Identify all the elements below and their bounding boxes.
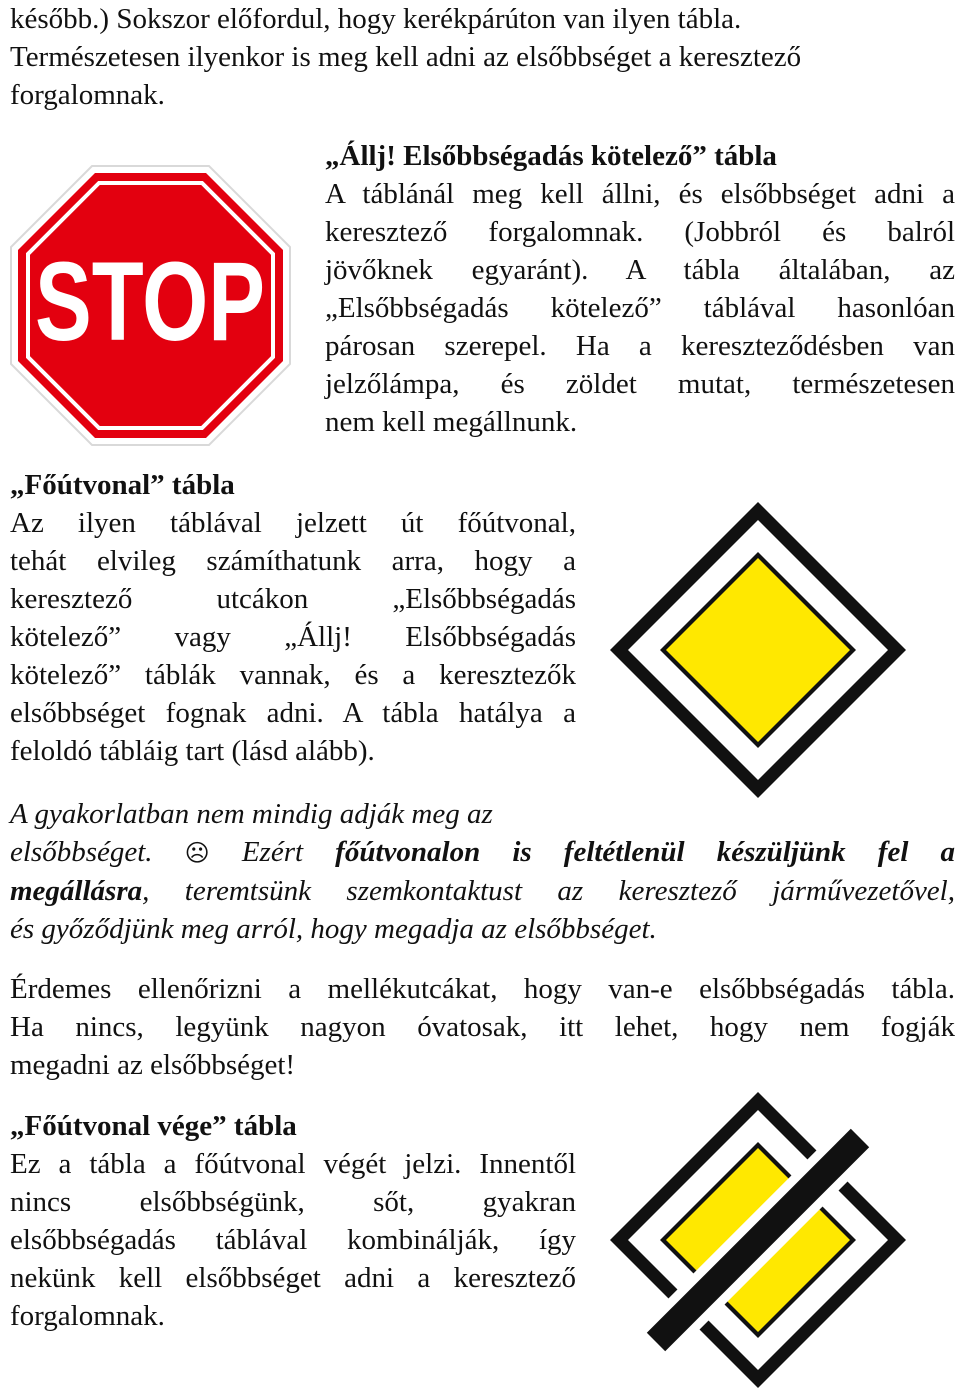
end-road-line: elsőbbségadás táblával kombinálják, így <box>10 1224 576 1256</box>
intro-line-1: később.) Sokszor előfordul, hogy kerékpárúton van ilyen tábla. <box>10 3 742 35</box>
stop-section-title: „Állj! Elsőbbségadás kötelező” tábla <box>325 140 777 172</box>
warning-text: , teremtsünk szemkontaktust az keresztező járművezetővel, <box>142 875 955 907</box>
warning-paragraph <box>10 795 955 948</box>
warning-line-3 <box>10 872 955 910</box>
end-road-line: Ez a tábla a főútvonal végét jelzi. Innentől <box>10 1148 576 1180</box>
stop-sign-icon <box>8 163 293 448</box>
stop-section-line: „Elsőbbségadás kötelező” táblával hasonlóan <box>325 292 955 324</box>
stop-section-line: nem kell megállnunk. <box>325 406 578 438</box>
end-road-line: nekünk kell elsőbbséget adni a keresztező <box>10 1262 576 1294</box>
end-road-line: nincs elsőbbségünk, sőt, gyakran <box>10 1186 576 1218</box>
intro-line-2: Természetesen ilyenkor is meg kell adni az elsőbbséget a keresztező <box>10 41 802 73</box>
warning-text: Ezért <box>209 836 336 868</box>
stop-section <box>325 137 955 441</box>
intro-line-3: forgalomnak. <box>10 79 165 111</box>
stop-sign-text: STOP <box>35 239 265 364</box>
check-paragraph <box>10 970 955 1084</box>
main-road-line: kötelező” vagy „Állj! Elsőbbségadás <box>10 621 576 653</box>
main-road-line: keresztező utcákon „Elsőbbségadás <box>10 583 576 615</box>
warning-line-1: A gyakorlatban nem mindig adják meg az <box>10 798 493 830</box>
end-of-priority-road-sign-icon <box>608 1090 908 1390</box>
priority-road-sign-icon <box>608 500 908 800</box>
check-line: megadni az elsőbbséget! <box>10 1049 296 1081</box>
main-road-line: elsőbbséget fognak adni. A tábla hatálya a <box>10 697 576 729</box>
warning-emphasis: megállásra <box>10 875 143 907</box>
warning-text: elsőbbséget. <box>10 836 185 868</box>
stop-section-line: jövőknek egyaránt). A tábla általában, az <box>325 254 955 286</box>
stop-section-line: párosan szerepel. Ha a kereszteződésben van <box>325 330 955 362</box>
warning-line-2 <box>10 833 955 872</box>
end-road-line: forgalomnak. <box>10 1300 165 1332</box>
sad-face-icon: ☹ <box>184 839 210 867</box>
stop-section-line: A táblánál meg kell állni, és elsőbbséget adni a <box>325 178 955 210</box>
stop-section-line: keresztező forgalomnak. (Jobbról és balról <box>325 216 955 248</box>
main-road-line: feloldó tábláig tart (lásd alább). <box>10 735 375 767</box>
stop-section-line: jelzőlámpa, és zöldet mutat, természetesen <box>325 368 955 400</box>
main-road-title: „Főútvonal” tábla <box>10 469 235 501</box>
end-road-title: „Főútvonal vége” tábla <box>10 1110 297 1142</box>
warning-emphasis: főútvonalon is feltétlenül készüljünk fel a <box>335 836 955 868</box>
main-road-section <box>10 466 576 770</box>
check-line: Ha nincs, legyünk nagyon óvatosak, itt lehet, hogy nem fogják <box>10 1011 955 1043</box>
check-line: Érdemes ellenőrizni a mellékutcákat, hogy van-e elsőbbségadás tábla. <box>10 973 955 1005</box>
main-road-line: tehát elvileg számíthatunk arra, hogy a <box>10 545 576 577</box>
warning-line-4: és győződjünk meg arról, hogy megadja az elsőbbséget. <box>10 913 657 945</box>
intro-paragraph <box>10 0 955 114</box>
main-road-line: kötelező” táblák vannak, és a keresztezők <box>10 659 576 691</box>
main-road-line: Az ilyen táblával jelzett út főútvonal, <box>10 507 576 539</box>
end-road-section <box>10 1107 576 1335</box>
